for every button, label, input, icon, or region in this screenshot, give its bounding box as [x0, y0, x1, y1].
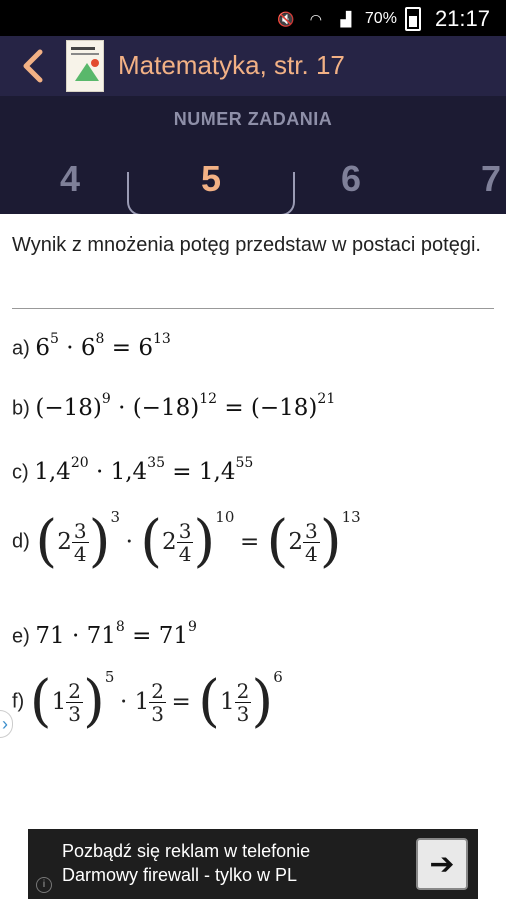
item-a: a) $6^5 \cdot 6^8 = 6^{13}$	[12, 331, 171, 361]
status-bar	[0, 0, 506, 36]
exercise-number-tabs	[0, 96, 506, 214]
item-c: c) $1,4^{20} \cdot 1,4^{35} = 1,4^{55}$	[12, 455, 254, 485]
chevron-left-icon	[20, 48, 44, 84]
item-b: b) $(-18)^9 \cdot (-18)^{12} = (-18)^{21}$	[12, 391, 336, 421]
page-title: Matematyka, str. 17	[118, 50, 345, 80]
clock: 21:17	[434, 6, 490, 31]
item-f: f) (1 $\frac{2}{3}$ )$^5$ · 1 $\frac{2}{3}$ = (1 $\frac{2}{3}$ )$^6$	[12, 668, 283, 734]
ad-banner[interactable]	[28, 829, 478, 899]
tab-5[interactable]: 5	[200, 158, 222, 199]
ad-line-2: Darmowy firewall - tylko w PL	[62, 865, 298, 885]
solution-content	[0, 214, 506, 826]
exercise-instruction: Wynik z mnożenia potęg przedstaw w postaci potęgi.	[12, 234, 481, 256]
chevron-right-icon: ›	[2, 713, 8, 734]
item-e: e) $71 \cdot 71^8 = 71^9$	[12, 619, 197, 649]
app-bar	[0, 36, 506, 96]
wifi-icon: ◠	[309, 10, 323, 27]
battery-icon	[405, 7, 421, 31]
tab-6[interactable]: 6	[340, 158, 362, 199]
tab-4[interactable]: 4	[59, 158, 81, 199]
item-d: d) (2 $\frac{3}{4}$ )$^3$ · (2 $\frac{3}{4}$ )$^{10}$ = (2 $\frac{3}{4}$ )$^{13}$	[12, 508, 361, 574]
tab-7[interactable]: 7	[480, 158, 502, 199]
book-cover-logo	[66, 40, 104, 92]
signal-icon: ▟	[340, 10, 352, 27]
ad-line-1: Pozbądź się reklam w telefonie	[62, 841, 311, 861]
ad-arrow-button[interactable]	[416, 838, 468, 890]
back-button[interactable]	[14, 46, 50, 86]
arrow-right-icon: ➔	[429, 847, 455, 881]
mute-icon: 🔇	[277, 10, 295, 27]
info-icon[interactable]: i	[36, 877, 52, 893]
tabs-label: NUMER ZADANIA	[173, 109, 333, 129]
divider	[12, 308, 494, 309]
battery-percent: 70%	[364, 10, 397, 27]
